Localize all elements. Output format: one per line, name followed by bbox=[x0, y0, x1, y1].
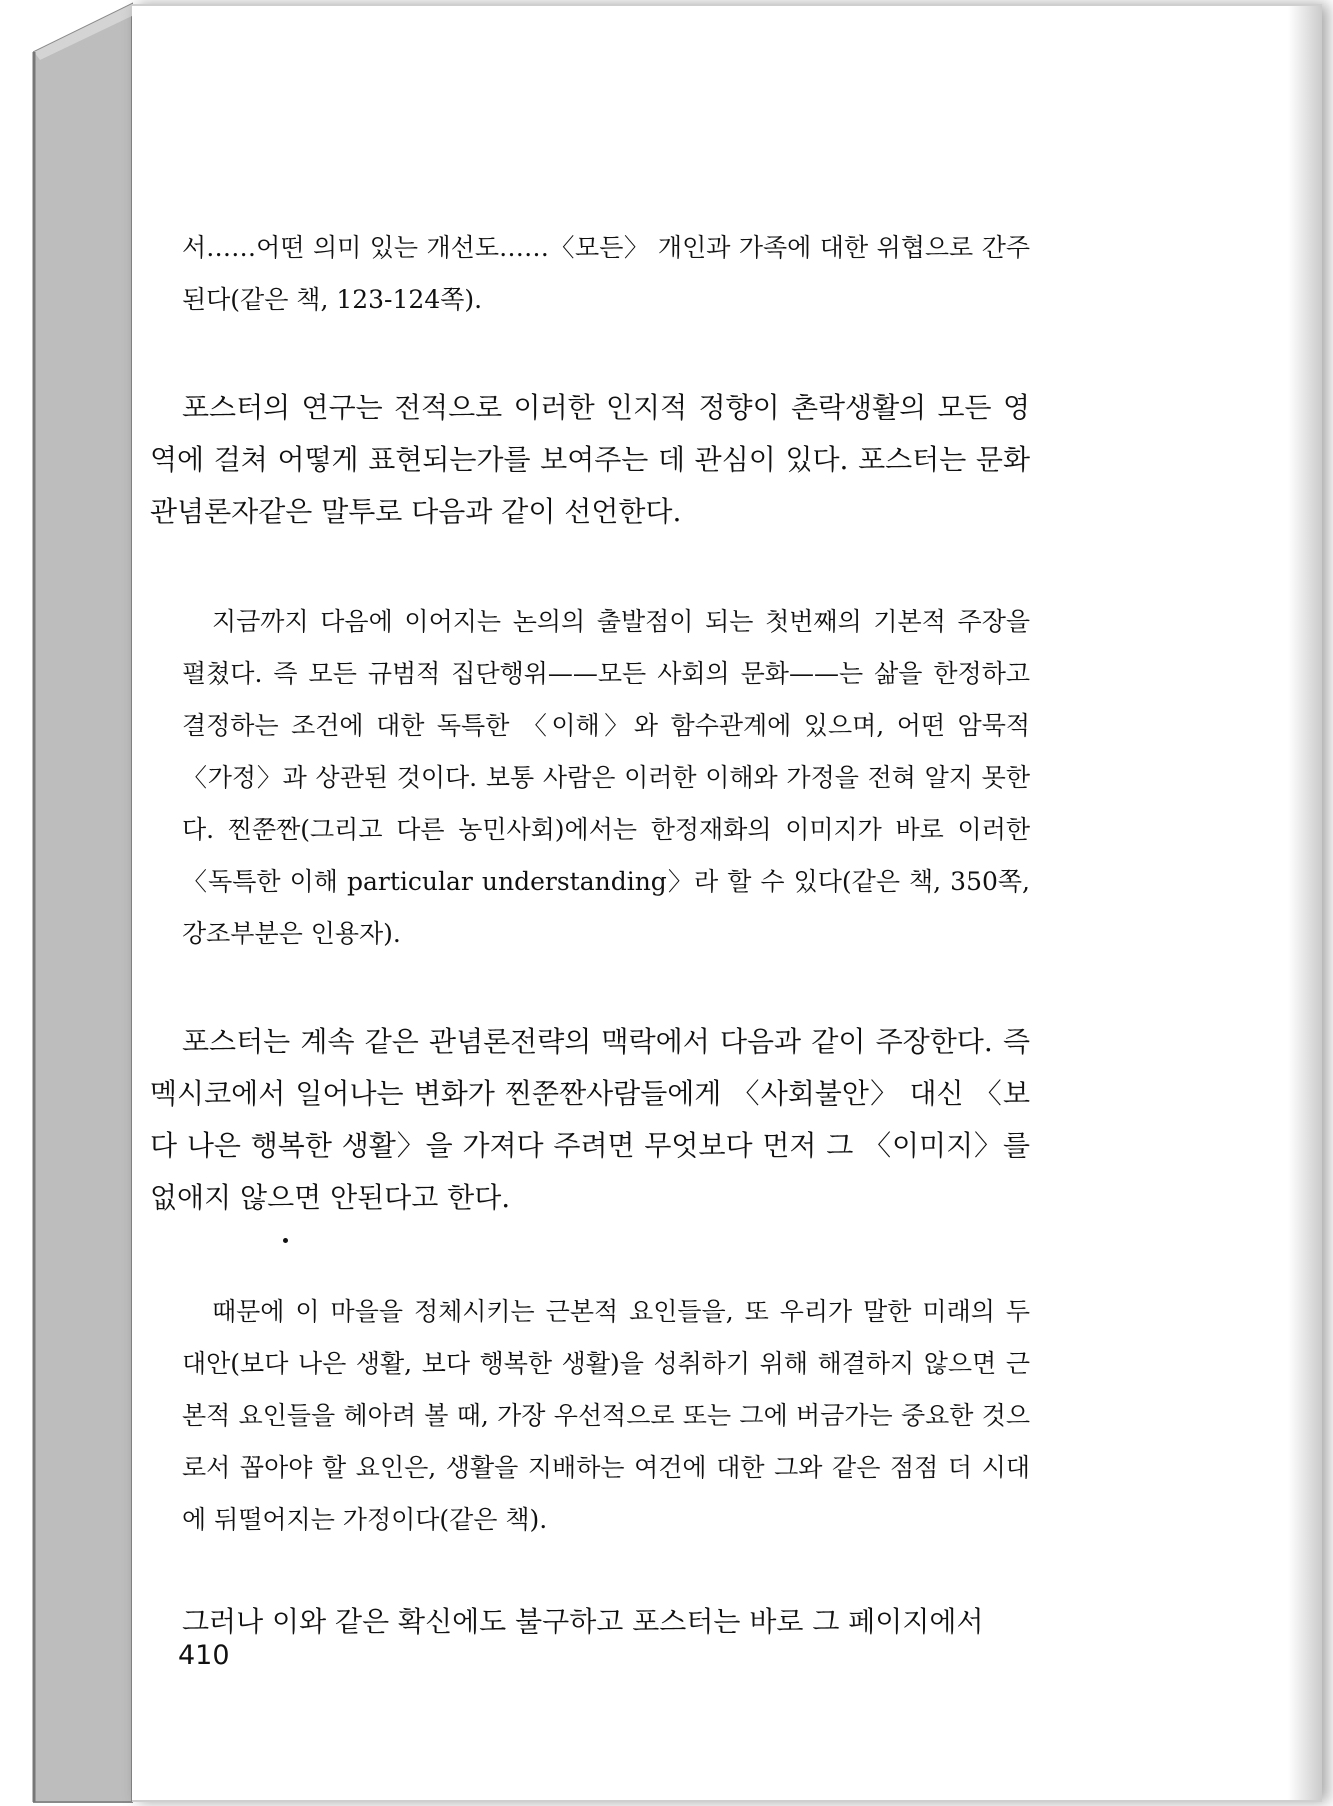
paragraph-3: 그러나 이와 같은 확신에도 불구하고 포스터는 바로 그 페이지에서 bbox=[182, 1605, 984, 1638]
quote-text: 지금까지 다음에 이어지는 논의의 출발점이 되는 첫번째의 기본적 주장을 펼쳤다. 즉 모든 규범적 집단행위——모든 사회의 문화——는 삶을 한정하고 결정하는 조건에 대한 독특한 〈이해〉와 함수관계에 있으며, 어떤 암묵적 〈가정〉과 상관된 것이다. 보통 사람은 이러한 이해와 가정을 전혀 알지 못한다. 찐쭌짠(그리고 다른 농민사회)에서는 한정재화의 이미지가 바로 이러한 〈독특한 이해 particular understanding〉라 할 수 있다(같은 책, 350쪽, 강조부분은 인용자). bbox=[182, 607, 1030, 948]
book-spine bbox=[0, 0, 140, 1806]
block-quote-2 bbox=[182, 596, 1030, 960]
page-number: 410 bbox=[178, 1640, 230, 1671]
page-body bbox=[150, 222, 1030, 1648]
paragraph-1: 포스터의 연구는 전적으로 이러한 인지적 정향이 촌락생활의 모든 영역에 걸쳐 어떻게 표현되는가를 보여주는 데 관심이 있다. 포스터는 문화관념론자같은 말투로 다음과 같이 선언한다. bbox=[150, 391, 1030, 528]
paragraph-2: 포스터는 계속 같은 관념론전략의 맥락에서 다음과 같이 주장한다. 즉 멕시코에서 일어나는 변화가 찐쭌짠사람들에게 〈사회불안〉 대신 〈보다 나은 행복한 생활〉을 가져다 주려면 무엇보다 먼저 그 〈이미지〉를 없애지 않으면 안된다고 한다. bbox=[150, 1025, 1030, 1214]
page-edge-shadow bbox=[1288, 6, 1322, 1800]
scan-speck bbox=[283, 1238, 288, 1243]
quote-text: 때문에 이 마을을 정체시키는 근본적 요인들을, 또 우리가 말한 미래의 두 대안(보다 나은 생활, 보다 행복한 생활)을 성취하기 위해 해결하지 않으면 근본적 요인들을 헤아려 볼 때, 가장 우선적으로 또는 그에 버금가는 중요한 것으로서 꼽아야 할 요인은, 생활을 지배하는 여건에 대한 그와 같은 점점 더 시대에 뒤떨어지는 가정이다(같은 책). bbox=[182, 1297, 1030, 1534]
block-quote-1 bbox=[182, 222, 1030, 326]
block-quote-3 bbox=[182, 1286, 1030, 1546]
quote-text: 서……어떤 의미 있는 개선도……〈모든〉 개인과 가족에 대한 위협으로 간주된다(같은 책, 123-124쪽). bbox=[182, 233, 1030, 314]
